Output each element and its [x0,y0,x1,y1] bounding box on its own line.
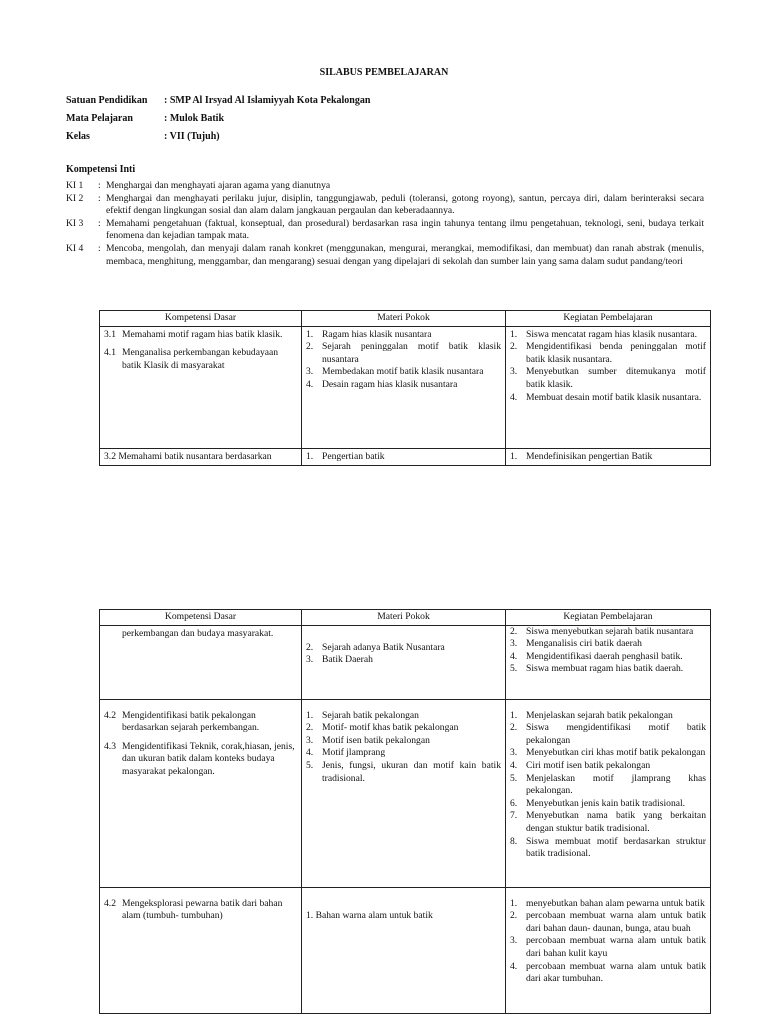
table-header-row [100,311,711,327]
info-value: : Mulok Batik [164,113,225,124]
kegiatan-cell [506,625,711,699]
materi-list [306,329,501,392]
info-row [66,95,370,113]
ki-text: Mencoba, mengolah, dan menyaji dalam ranah konkret (menggunakan, mengurai, merangkai, memodifikasi, dan membuat) dan ranah abstrak (menulis, membaca, menghitung, menggambar, dan mengarang) sesuai dengan yang dipelajari di sekolah dan sumber lain yang sama dalam sudut pandang/teori [106,242,704,267]
info-value: : VII (Tujuh) [164,131,220,142]
list-item: 1. Sejarah batik pekalongan [306,709,419,721]
list-item: 3. Motif isen batik pekalongan [306,734,430,746]
list-item: 2. Siswa menyebutkan sejarah batik nusantara [510,625,694,637]
list-item: 8. Siswa membuat motif berdasarkan struktur batik tradisional. [510,835,706,860]
info-label: Kelas [66,131,90,142]
list-item: 5. Menjelaskan motif jlamprang khas pekalongan. [510,772,706,797]
kd-item: 4.3 Mengidentifikasi Teknik, corak,hiasan, jenis, dan ukuran batik dalam konteks budaya masyarakat pekalongan. [104,740,295,777]
kd-cell [100,699,302,887]
list-item: 1. Menjelaskan sejarah batik pekalongan [510,709,673,721]
list-item: 2. percobaan membuat warna alam untuk batik dari bahan daun- daunan, bunga, atau buah [510,910,706,934]
list-item: 2. Siswa mengidentifikasi motif batik pekalongan [510,722,706,746]
kd-item: 4.2 Mengeksplorasi pewarna batik dari bahan alam (tumbuh- tumbuhan) [104,897,283,922]
materi-cell: 1. Bahan warna alam untuk batik [302,887,506,1013]
kd-item: 4.2 Mengidentifikasi batik pekalongan berdasarkan sejarah perkembangan. [104,709,260,734]
list-item: 2. Sejarah peninggalan motif batik klasik nusantara [306,341,501,365]
ki-text: Menghargai dan menghayati perilaku jujur, disiplin, tanggungjawab, peduli (toleransi, gotong royong), santun, percaya diri, dalam berinteraksi secara efektif dengan lingkungan sosial dan alam dalam jangkauan pergaulan dan keberadaannya. [106,192,704,217]
list-item: 1. menyebutkan bahan alam pewarna untuk batik [510,897,705,909]
materi-cell [302,326,506,448]
kegiatan-cell [506,699,711,887]
ki-item: KI 3 : Memahami pengetahuan (faktual, konseptual, dan prosedural) berdasarkan rasa ingin tahunya tentang ilmu pengetahuan, teknologi, seni, budaya terkait fenomena dan kejadian tampak mata. [66,217,704,242]
info-label: Satuan Pendidikan [66,95,148,106]
table-row [100,448,711,466]
kegiatan-cell [506,887,711,1013]
info-label: Mata Pelajaran [66,113,133,124]
list-item: 1. Ragam hias klasik nusantara [306,328,432,340]
table-row [100,887,711,1013]
list-item: 5. Jenis, fungsi, ukuran dan motif kain batik tradisional. [306,759,501,784]
kegiatan-cell [506,326,711,448]
list-item: 2. Motif- motif khas batik pekalongan [306,722,459,734]
list-item: 1. Mendefinisikan pengertian Batik [510,450,653,462]
kd-item: 4.1 Menganalisa perkembangan kebudayaan batik Klasik di masyarakat [104,347,279,371]
list-item: 4. Ciri motif isen batik pekalongan [510,759,651,771]
list-item: 6. Menyebutkan jenis kain batik tradisional. [510,797,686,809]
ki-code: KI 4 [66,242,84,254]
ki-text: Menghargai dan menghayati ajaran agama yang dianutnya [106,180,331,191]
list-item: 3. Menyebutkan ciri khas motif batik pekalongan [510,747,706,759]
list-item: 1. Pengertian batik [306,450,385,462]
list-item: 4. Desain ragam hias klasik nusantara [306,378,458,390]
ki-list [66,180,704,268]
ki-code: KI 1 [66,180,84,191]
table-header-row [100,610,711,626]
kd-cell: perkembangan dan budaya masyarakat. [100,625,302,699]
ki-heading: Kompetensi Inti [66,164,136,175]
table-row [100,699,711,887]
list-item: 1. Siswa mencatat ragam hias klasik nusantara. [510,328,698,340]
syllabus-table-1 [99,310,711,466]
list-item: 4. percobaan membuat warna alam untuk batik dari akar tumbuhan. [510,960,706,985]
info-row [66,113,370,131]
kd-cell [100,326,302,448]
list-item: 3. Menganalisis ciri batik daerah [510,638,642,650]
header-kegiatan: Kegiatan Pembelajaran [506,311,711,327]
ki-text: Memahami pengetahuan (faktual, konseptual, dan prosedural) berdasarkan rasa ingin tahunya tentang ilmu pengetahuan, teknologi, seni, budaya terkait fenomena dan kejadian tampak mata. [106,217,704,242]
materi-cell [302,448,506,466]
ki-item: KI 4 : Mencoba, mengolah, dan menyaji dalam ranah konkret (menggunakan, mengurai, merangkai, memodifikasi, dan membuat) dan ranah abstrak (menulis, membaca, menghitung, menggambar, dan mengarang) sesuai dengan yang dipelajari di sekolah dan sumber lain yang sama dalam sudut pandang/teori [66,242,704,267]
list-item: 4. Motif jlamprang [306,747,386,759]
list-item: 4. Membuat desain motif batik klasik nusantara. [510,391,702,403]
header-kompetensi-dasar: Kompetensi Dasar [100,610,302,626]
ki-code: KI 2 [66,192,84,204]
document-title: SILABUS PEMBELAJARAN [319,67,449,78]
kd-cell [100,887,302,1013]
header-materi-pokok: Materi Pokok [302,311,506,327]
list-item: 5. Siswa membuat ragam hias batik daerah. [510,663,684,675]
ki-item: KI 2 : Menghargai dan menghayati perilaku jujur, disiplin, tanggungjawab, peduli (toleransi, gotong royong), santun, percaya diri, dalam berinteraksi secara efektif dengan lingkungan sosial dan alam dalam jangkauan pergaulan dan keberadaannya. [66,192,704,217]
info-row [66,131,370,149]
header-materi-pokok: Materi Pokok [302,610,506,626]
list-item: 2. Mengidentifikasi benda peninggalan motif batik klasik nusantara. [510,341,706,365]
syllabus-table-2 [99,609,711,1014]
info-value: : SMP Al Irsyad Al Islamiyyah Kota Pekalongan [164,95,371,106]
list-item: 3. Membedakan motif batik klasik nusantara [306,366,484,378]
list-item: 3. Menyebutkan sumber ditemukanya motif batik klasik. [510,366,706,390]
list-item: 4. Mengidentifikasi daerah penghasil batik. [510,650,683,662]
list-item: 2. Sejarah adanya Batik Nusantara [306,641,445,653]
materi-cell [302,699,506,887]
kegiatan-cell [506,448,711,466]
list-item: 3. Batik Daerah [306,654,373,666]
kd-item: 3.1 Memahami motif ragam hias batik klasik. [104,328,283,340]
ki-code: KI 3 [66,217,84,229]
table-row [100,625,711,699]
header-kegiatan: Kegiatan Pembelajaran [506,610,711,626]
materi-cell [302,625,506,699]
list-item: 7. Menyebutkan nama batik yang berkaitan dengan stuktur batik tradisional. [510,810,706,834]
kegiatan-list [510,329,706,405]
list-item: 3. percobaan membuat warna alam untuk batik dari bahan kulit kayu [510,935,706,959]
identity-block [66,95,370,149]
table-row [100,326,711,448]
ki-item: KI 1 : Menghargai dan menghayati ajaran agama yang dianutnya [66,180,704,193]
kd-cell: 3.2 Memahami batik nusantara berdasarkan [100,448,302,466]
header-kompetensi-dasar: Kompetensi Dasar [100,311,302,327]
